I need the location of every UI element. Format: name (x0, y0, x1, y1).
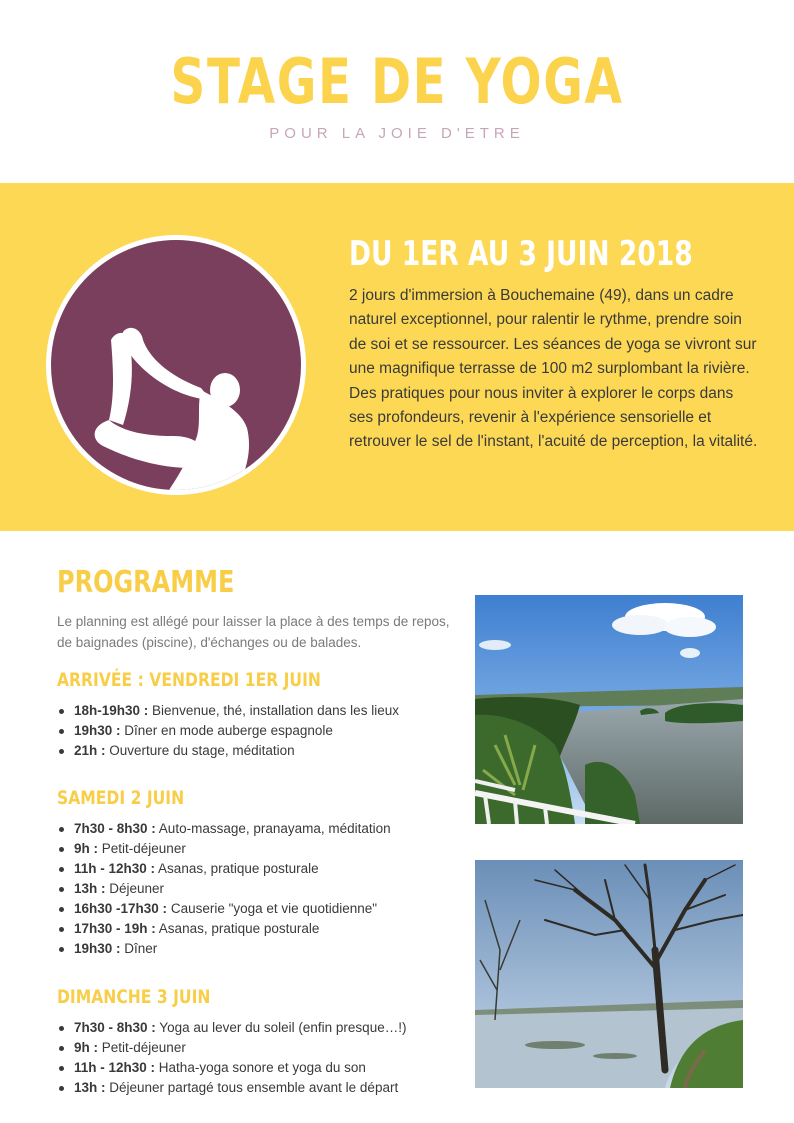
list-item: 7h30 - 8h30 : Auto-massage, pranayama, méditation (58, 819, 478, 839)
event-dates: DU 1ER AU 3 JUIN 2018 (349, 234, 693, 274)
list-item: 13h : Déjeuner partagé tous ensemble avant le départ (58, 1078, 478, 1098)
list-item: 9h : Petit-déjeuner (58, 839, 478, 859)
list-item: 17h30 - 19h : Asanas, pratique posturale (58, 919, 478, 939)
river-terrace-photo (475, 595, 743, 824)
list-item: 9h : Petit-déjeuner (58, 1038, 478, 1058)
list-item: 11h - 12h30 : Asanas, pratique posturale (58, 859, 478, 879)
list-item: 16h30 -17h30 : Causerie "yoga et vie quotidienne" (58, 899, 478, 919)
programme-title: PROGRAMME (57, 565, 235, 600)
schedule-list-saturday (58, 819, 478, 959)
intro-text: 2 jours d'immersion à Bouchemaine (49), dans un cadre naturel exceptionnel, pour ralentir le rythme, prendre soin de soi et se ressourcer. Les séances de yoga se vivront sur une magnifique terrasse de 100 m2 surplombant la rivière. Des pratiques pour nous inviter à explorer le corps dans ses profondeurs, revenir à l'expérience sensorielle et retrouver le sel de l'instant, l'acuité de perception, la vitalité. (349, 287, 758, 451)
list-item: 19h30 : Dîner en mode auberge espagnole (58, 721, 478, 741)
programme-lead: Le planning est allégé pour laisser la place à des temps de repos, de baignades (piscine), d'échanges ou de balades. (57, 614, 450, 650)
schedule-list-friday (58, 701, 478, 761)
yoga-figure-icon (51, 240, 301, 490)
page-subtitle: POUR LA JOIE D'ETRE (269, 125, 525, 142)
list-item: 18h-19h30 : Bienvenue, thé, installation dans les lieux (58, 701, 478, 721)
riverbank-tree-photo (475, 860, 743, 1088)
schedule-list-sunday (58, 1018, 478, 1098)
yoga-pose-illustration (51, 240, 301, 490)
list-item: 11h - 12h30 : Hatha-yoga sonore et yoga du son (58, 1058, 478, 1078)
list-item: 19h30 : Dîner (58, 939, 478, 959)
list-item: 13h : Déjeuner (58, 879, 478, 899)
day-title-saturday: SAMEDI 2 JUIN (57, 787, 185, 809)
day-title-sunday: DIMANCHE 3 JUIN (57, 986, 211, 1008)
list-item: 21h : Ouverture du stage, méditation (58, 741, 478, 761)
list-item: 7h30 - 8h30 : Yoga au lever du soleil (enfin presque…!) (58, 1018, 478, 1038)
day-title-friday: ARRIVÉE : VENDREDI 1ER JUIN (57, 669, 321, 691)
page-title: STAGE DE YOGA (170, 45, 624, 118)
